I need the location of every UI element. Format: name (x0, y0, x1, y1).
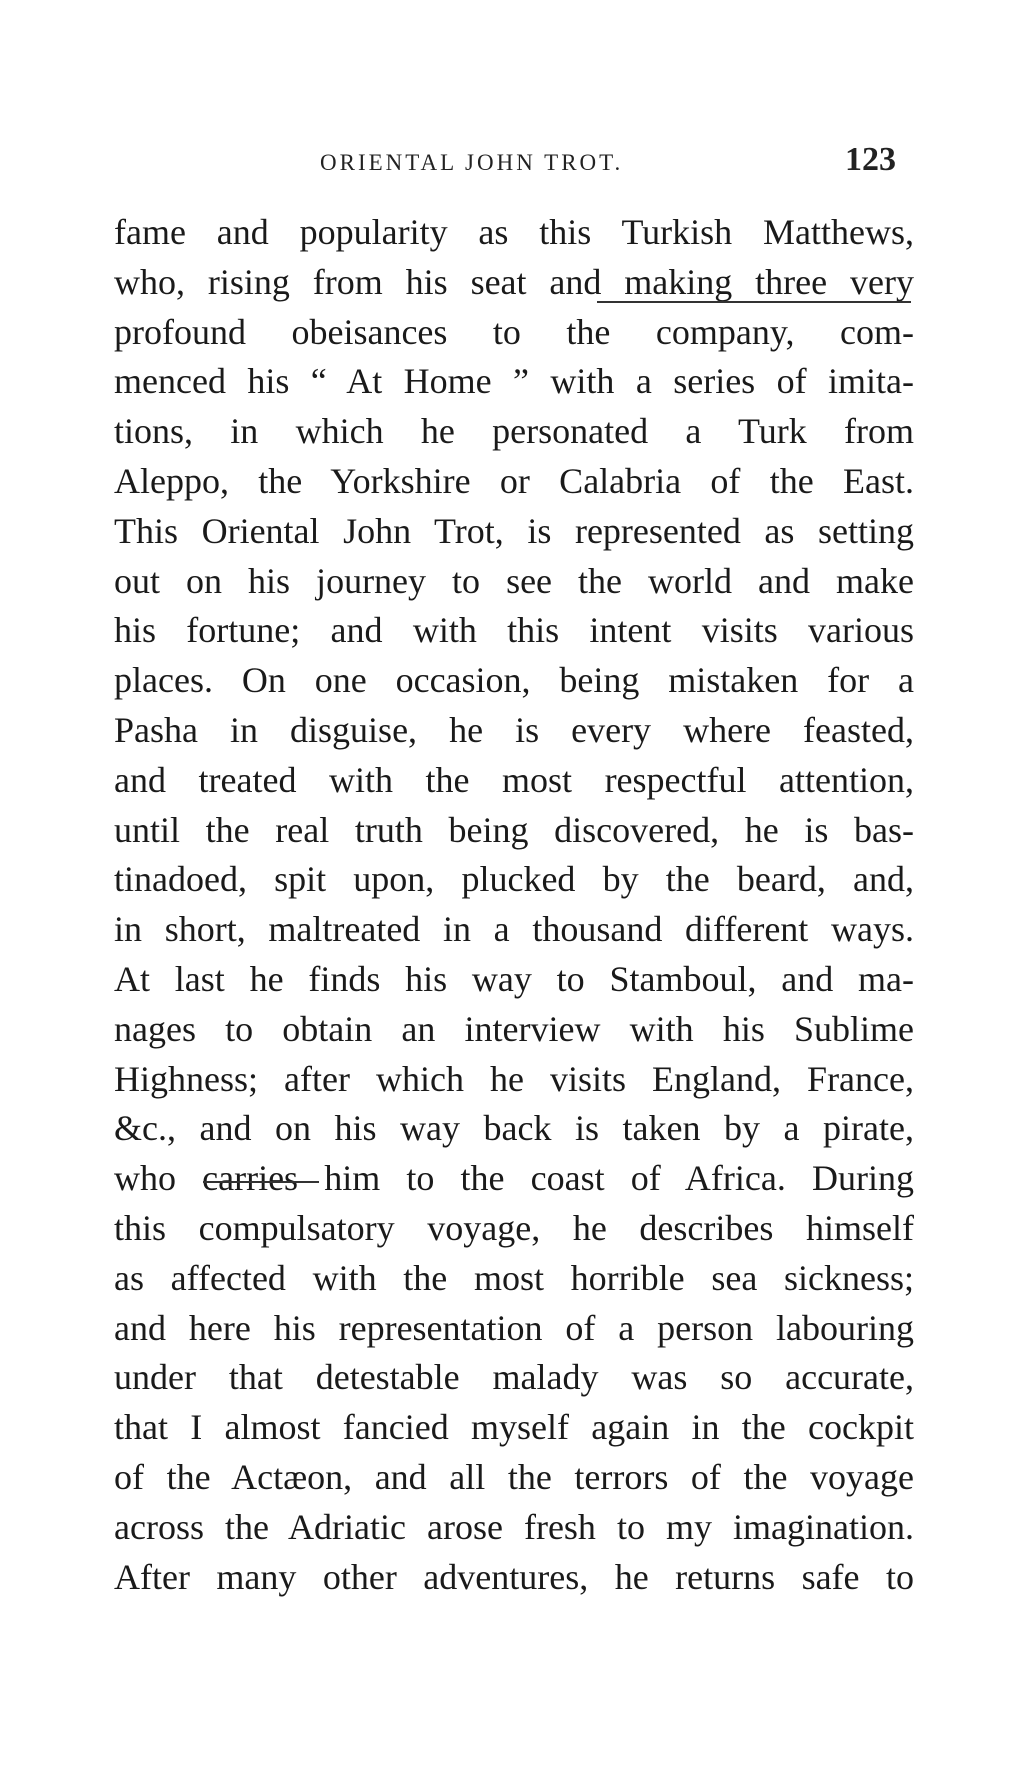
text-line: places. On one occasion, being mistaken for a (114, 660, 914, 701)
text-line: This Oriental John Trot, is represented as setting (114, 510, 914, 551)
page-number: 123 (845, 141, 896, 178)
text-line: fame and popularity as this Turkish Matthews, (114, 212, 914, 252)
text-line: profound obeisances to the company, com- (114, 311, 914, 352)
text-line: Highness; after which he visits England, France, (114, 1058, 914, 1099)
text-line: as affected with the most horrible sea sickness; (114, 1257, 914, 1298)
text-line: this compulsatory voyage, he describes himself (114, 1207, 914, 1248)
text-line: Pasha in disguise, he is every where feasted, (114, 709, 914, 750)
running-title: ORIENTAL JOHN TROT. (320, 150, 624, 175)
text-line: &c., and on his way back is taken by a pirate, (114, 1108, 914, 1149)
text-line: of the Actæon, and all the terrors of the voyage (114, 1456, 914, 1497)
text-line: tions, in which he personated a Turk from (114, 411, 914, 452)
text-line: nages to obtain an interview with his Sublime (114, 1008, 914, 1049)
pencil-underline-mark (597, 301, 911, 303)
text-line: his fortune; and with this intent visits various (114, 610, 914, 651)
text-line: and treated with the most respectful attention, (114, 759, 914, 800)
text-line: who carries him to the coast of Africa. During (114, 1158, 914, 1199)
text-line: who, rising from his seat and making three very (114, 261, 914, 302)
text-line: menced his “ At Home ” with a series of imita- (114, 361, 914, 402)
text-line: and here his representation of a person labouring (114, 1307, 914, 1348)
body-text (114, 208, 914, 1602)
text-line: Aleppo, the Yorkshire or Calabria of the East. (114, 460, 914, 501)
text-line: tinadoed, spit upon, plucked by the beard, and, (114, 859, 914, 900)
text-line: across the Adriatic arose fresh to my imagination. (114, 1506, 914, 1547)
text-line: At last he finds his way to Stamboul, and ma- (114, 958, 914, 999)
pencil-overline-mark (203, 1181, 319, 1183)
text-line: under that detestable malady was so accurate, (114, 1357, 914, 1398)
text-line: that I almost fancied myself again in the cockpit (114, 1407, 914, 1448)
text-line: out on his journey to see the world and make (114, 560, 914, 601)
text-line: until the real truth being discovered, he is bas- (114, 809, 914, 850)
text-line: After many other adventures, he returns safe to (114, 1556, 914, 1597)
text-line: in short, maltreated in a thousand different ways. (114, 909, 914, 950)
